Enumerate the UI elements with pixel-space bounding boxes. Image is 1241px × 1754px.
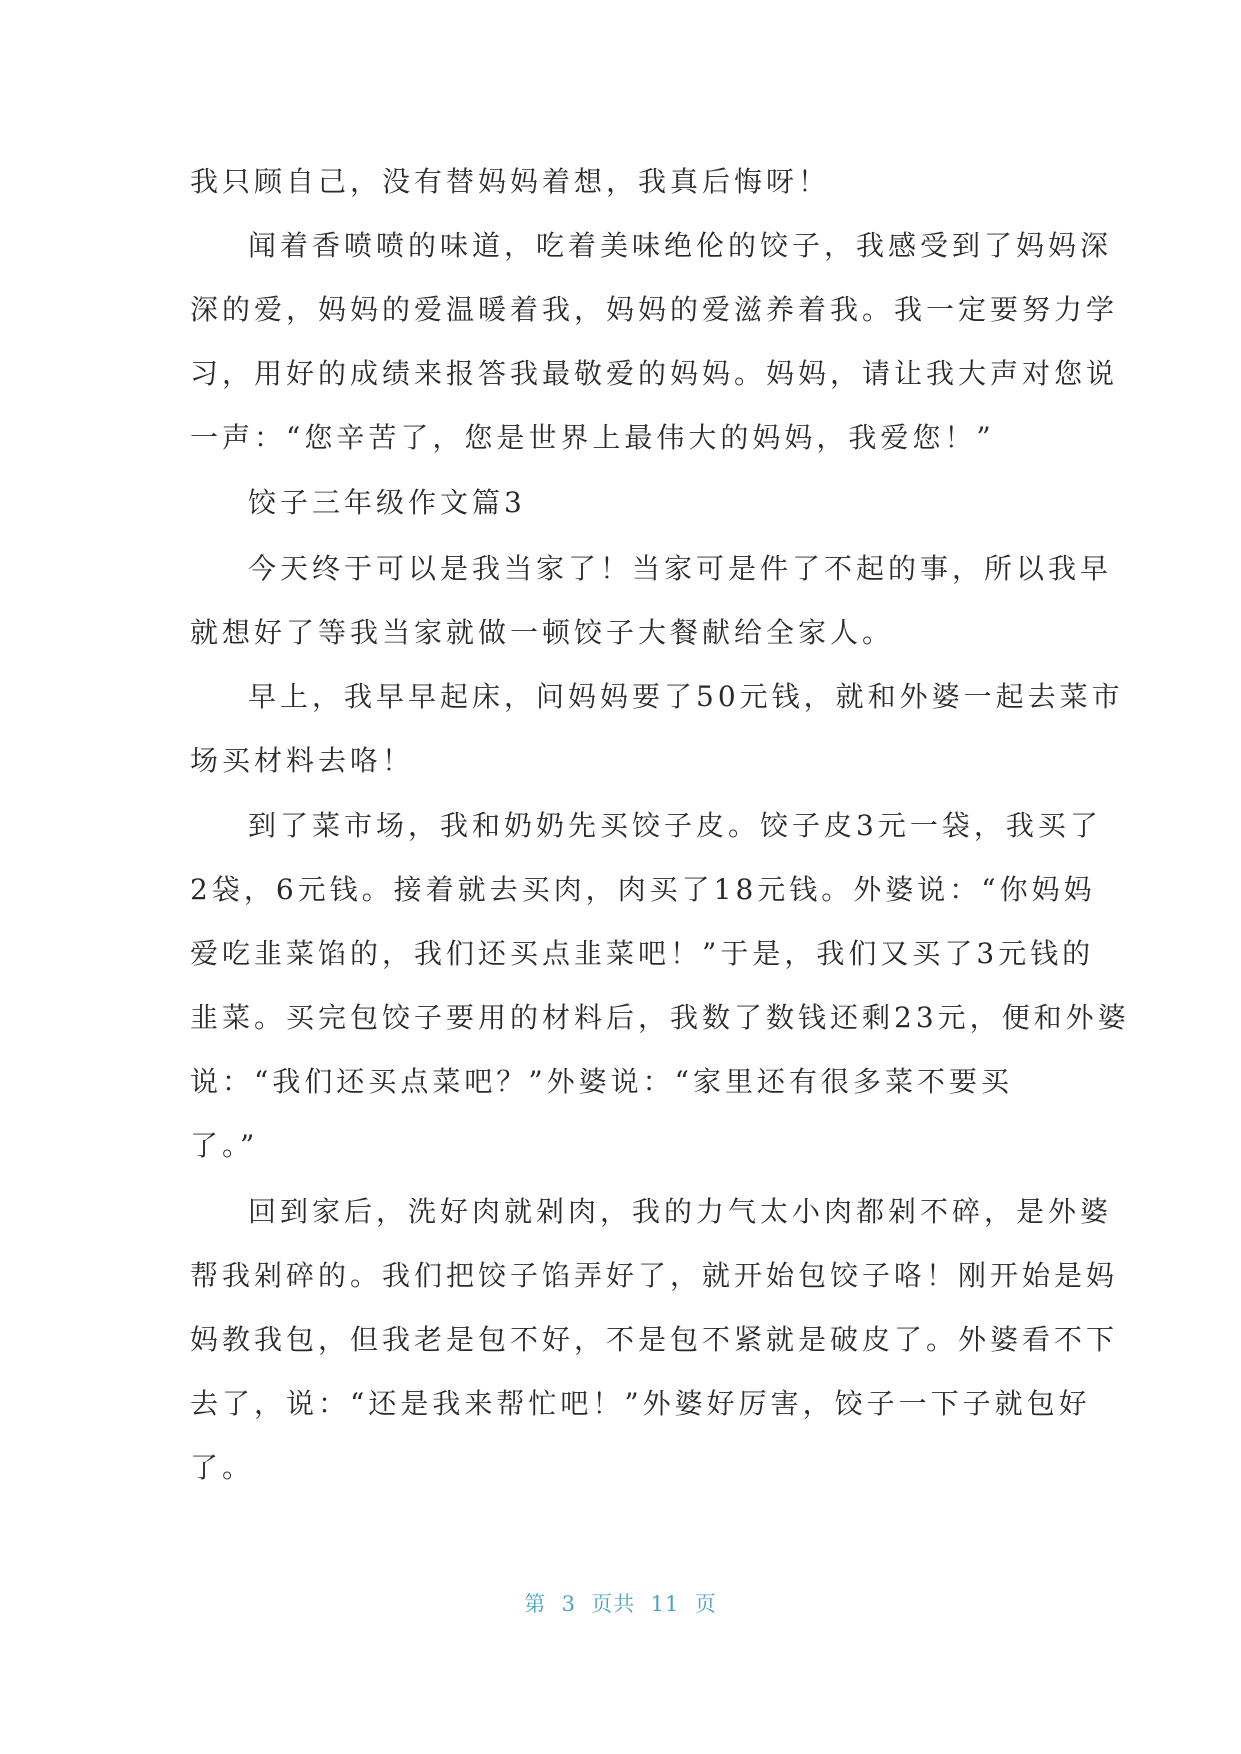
section-heading: 饺子三年级作文篇3 (248, 486, 526, 519)
text-line: 韭菜。买完包饺子要用的材料后，我数了数钱还剩23元，便和外婆 (190, 1001, 1130, 1034)
text-line: 我只顾自己，没有替妈妈着想，我真后悔呀！ (190, 165, 831, 198)
text-line: 场买材料去咯！ (190, 744, 415, 777)
text-line: 说：“我们还买点菜吧？”外婆说：“家里还有很多菜不要买 (190, 1065, 1013, 1098)
text-line: 去了，说：“还是我来帮忙吧！”外婆好厉害，饺子一下子就包好 (190, 1387, 1091, 1420)
text-line: 早上，我早早起床，问妈妈要了50元钱，就和外婆一起去菜市 (248, 680, 1124, 713)
text-line: 到了菜市场，我和奶奶先买饺子皮。饺子皮3元一袋，我买了 (248, 809, 1102, 842)
text-line: 一声：“您辛苦了，您是世界上最伟大的妈妈，我爱您！” (190, 421, 995, 454)
text-line: 帮我剁碎的。我们把饺子馅弄好了，就开始包饺子咯！刚开始是妈 (190, 1259, 1119, 1292)
text-line: 了。 (190, 1451, 255, 1484)
text-line: 就想好了等我当家就做一顿饺子大餐献给全家人。 (190, 616, 895, 649)
text-line: 今天终于可以是我当家了！当家可是件了不起的事，所以我早 (248, 552, 1113, 585)
text-line: 爱吃韭菜馅的，我们还买点韭菜吧！”于是，我们又买了3元钱的 (190, 937, 1095, 970)
text-line: 了。” (190, 1129, 259, 1162)
text-line: 2袋，6元钱。接着就去买肉，肉买了18元钱。外婆说：“你妈妈 (190, 873, 1096, 906)
text-line: 妈教我包，但我老是包不好，不是包不紧就是破皮了。外婆看不下 (190, 1323, 1119, 1356)
text-line: 习，用好的成绩来报答我最敬爱的妈妈。妈妈，请让我大声对您说 (190, 357, 1119, 390)
text-line: 闻着香喷喷的味道，吃着美味绝伦的饺子，我感受到了妈妈深 (248, 229, 1113, 262)
page-number-footer: 第 3 页共 11 页 (524, 1592, 717, 1616)
text-line: 深的爱，妈妈的爱温暖着我，妈妈的爱滋养着我。我一定要努力学 (190, 293, 1119, 326)
text-line: 回到家后，洗好肉就剁肉，我的力气太小肉都剁不碎，是外婆 (248, 1195, 1113, 1228)
